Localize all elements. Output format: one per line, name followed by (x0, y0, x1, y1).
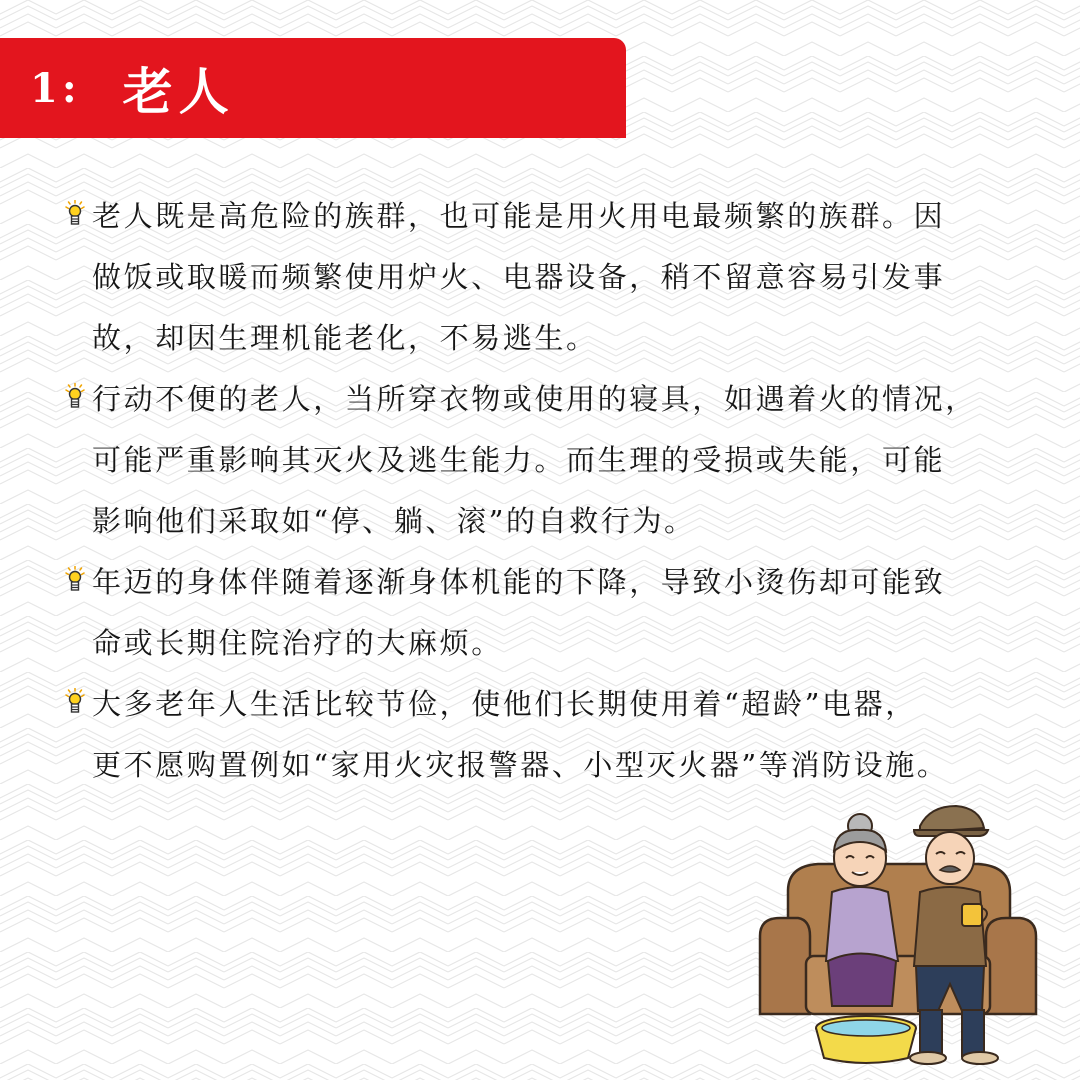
bullet-item (58, 552, 1043, 674)
bullet-text: 年迈的身体伴随着逐渐身体机能的下降，导致小烫伤却可能致 命或长期住院治疗的大麻烦。 (92, 565, 946, 660)
bullet-text: 大多老年人生活比较节俭，使他们长期使用着“超龄”电器， 更不愿购置例如“家用火灾报警器、小型灭火器”等消防设施。 (92, 687, 949, 782)
section-number: 1: (30, 64, 81, 112)
lightbulb-icon (58, 552, 92, 608)
elderly-couple-illustration (748, 796, 1048, 1066)
lightbulb-icon (58, 674, 92, 730)
title-banner (0, 38, 626, 138)
section-title: 老人 (122, 62, 235, 121)
bullet-list (58, 186, 1043, 796)
lightbulb-icon (58, 369, 92, 425)
lightbulb-icon (58, 186, 92, 242)
bullet-item (58, 369, 1043, 552)
bullet-text: 老人既是高危险的族群，也可能是用火用电最频繁的族群。因 做饭或取暖而频繁使用炉火、电器设备，稍不留意容易引发事 故，却因生理机能老化，不易逃生。 (92, 199, 946, 355)
bullet-item (58, 186, 1043, 369)
bullet-text: 行动不便的老人，当所穿衣物或使用的寝具，如遇着火的情况， 可能严重影响其灭火及逃生能力。而生理的受损或失能，可能 影响他们采取如“停、躺、滚”的自救行为。 (92, 382, 977, 538)
bullet-item (58, 674, 1043, 796)
